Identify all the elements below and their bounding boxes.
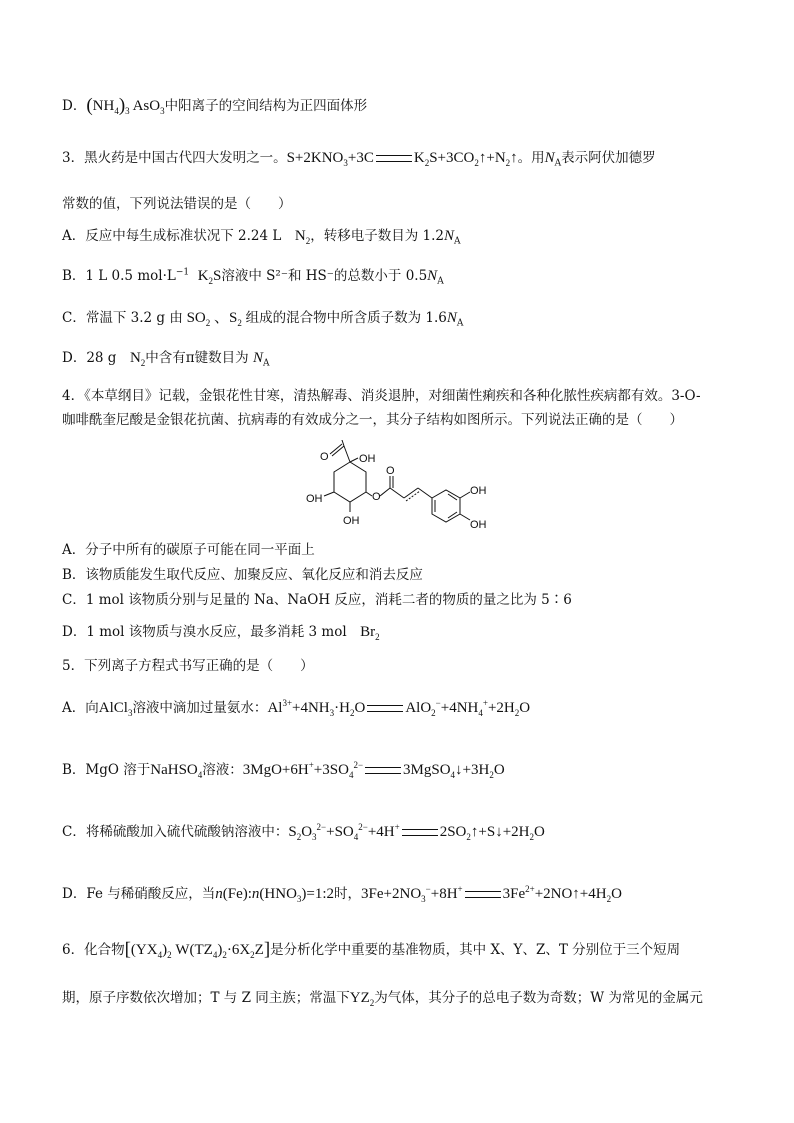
molecule-structure-diagram <box>300 440 500 540</box>
q2-optD-label: D． <box>62 98 87 114</box>
q5-stem: 5．下列离子方程式书写正确的是（ ） <box>62 658 314 674</box>
q5-optB-pre: B．MgO 溶于 <box>62 762 151 778</box>
label-ester-carbonyl-o: O <box>386 465 395 477</box>
q5-optC-pre: C．将稀硫酸加入硫代硫酸钠溶液中： <box>62 824 289 840</box>
q3-reaction-equation: $S+2KNO_3+3C$ $K_2S+3CO_2↑+N_2↑$ <box>286 150 518 168</box>
label-oh-2: OH <box>306 493 323 505</box>
q6-stem-line1: 6．化合物[$(YX_4)_2$ $W(TZ_4)_2\cdot 6X_2Z$]是分析化学中重要的基准物质，其中 X、Y、Z、T 分别位于三个短周 <box>62 939 681 960</box>
q3-stem-a: 黑火药是中国古代四大发明之一。 <box>84 150 287 166</box>
q6-number: 6．化合物 <box>62 942 125 958</box>
q3-stem-b: 。用 <box>517 150 545 166</box>
q3-optA-pre: A．反应中每生成标准状况下 2.24 L <box>62 228 295 244</box>
q3-optC-mid: 组成的混合物中所含质子数为 1.6 <box>245 310 447 326</box>
q3-option-d: D．28 g $N_2$中含有π键数目为 $N_A$ <box>62 350 270 369</box>
q5-optB-mid: 溶液： <box>202 762 243 778</box>
q3-stem-line1: 3．黑火药是中国古代四大发明之一。$S+2KNO_3+3C$ $K_2S+3CO_2↑+N_2↑$。用$N_A$表示阿伏加德罗 <box>62 150 656 169</box>
q5-optD-mid: 时， <box>334 886 362 902</box>
label-oh-5: OH <box>470 519 487 531</box>
q4-option-d: D．1 mol 该物质与溴水反应，最多消耗 3 mol $Br_2$ <box>62 624 380 642</box>
q5-optD-pre: D．Fe 与稀硝酸反应，当 <box>62 886 216 902</box>
q4-option-c: C．1 mol 该物质分别与足量的 Na、NaOH 反应，消耗二者的物质的量之比为 5∶6 <box>62 592 572 608</box>
label-ester-o: O <box>372 491 381 503</box>
q3-optB-pre: B．1 L 0.5 mol·L <box>62 268 176 284</box>
q3-optA-post: ，转移电子数目为 1.2 <box>310 228 444 244</box>
q3-stem-line2: 常数的值，下列说法错误的是（ ） <box>62 196 292 212</box>
q5-optA-mid: 溶液中滴加过量氨水： <box>132 700 268 716</box>
q3-optD-pre: D．28 g <box>62 350 130 366</box>
q5-optA-pre: A．向 <box>62 700 99 716</box>
q5-option-d: D．Fe 与稀硝酸反应，当$n(Fe):n(HNO_3)=1:2$时，$3Fe+2NO_3^-+8H^+$ $3Fe^{2+}+2NO↑+4H_2O$ <box>62 884 622 904</box>
q4-option-a: A．分子中所有的碳原子可能在同一平面上 <box>62 542 315 558</box>
q5-option-b: B．MgO 溶于NaHSO$_4$溶液：$3MgO+6H^++3SO_4^{2-}$ $3MgSO_4↓+3H_2O$ <box>62 760 505 780</box>
q3-option-c: C．常温下 3.2 g 由 $SO_2$ 、$S_2$ 组成的混合物中所含质子数为 $1.6N_A$ <box>62 310 464 329</box>
q4-stem-line1: 4．《本草纲目》记载，金银花性甘寒，清热解毒、消炎退肿，对细菌性痢疾和各种化脓性疾病都有效。3-O- <box>62 388 701 404</box>
q3-optB-mid: 溶液中 S²⁻和 HS⁻的总数小于 0.5 <box>221 268 428 284</box>
q4-option-b: B．该物质能发生取代反应、加聚反应、氧化反应和消去反应 <box>62 567 423 583</box>
q2-option-d <box>62 96 367 116</box>
q3-optC-pre: C．常温下 3.2 g 由 <box>62 310 183 326</box>
q4-stem-line2: 咖啡酰奎尼酸是金银花抗菌、抗病毒的有效成分之一，其分子结构如图所示。下列说法正确的是（ ） <box>62 412 683 428</box>
q6-line2-post: 为气体，其分子的总电子数为奇数；W 为常见的金属元 <box>374 990 703 1006</box>
q3-option-a: A．反应中每生成标准状况下 2.24 L $N_2$，转移电子数目为 $1.2N_A$ <box>62 228 461 247</box>
q2-optD-text: 中阳离子的空间结构为正四面体形 <box>164 98 368 114</box>
q3-option-b: B．1 L 0.5 $mol\cdot L^{-1}$ $K_2S$溶液中 S²⁻和 HS⁻的总数小于 $0.5N_A$ <box>62 267 444 287</box>
q6-stem-line2: 期，原子序数依次增加；T 与 Z 同主族；常温下$YZ_2$为气体，其分子的总电子数为奇数；W 为常见的金属元 <box>62 990 703 1008</box>
q3-optD-mid: 中含有π键数目为 <box>145 350 249 366</box>
q6-line2-pre: 期，原子序数依次增加；T 与 Z 同主族；常温下 <box>62 990 350 1006</box>
q4-optD-pre: D．1 mol 该物质与溴水反应，最多消耗 3 mol <box>62 624 361 640</box>
formula-nh4-3-aso3: $(NH_4)_3$ AsO$_3$ <box>86 95 165 116</box>
label-oh-3: OH <box>343 515 360 527</box>
q5-option-c: C．将稀硫酸加入硫代硫酸钠溶液中：$S_2O_3^{2-}+SO_4^{2-}+4H^+$ $2SO_2↑+S↓+2H_2O$ <box>62 822 545 842</box>
q5-option-a: A．向AlCl$_3$溶液中滴加过量氨水：$Al^{3+}+4NH_3\cdot H_2O$ $AlO_2^-+4NH_4^++2H_2O$ <box>62 698 531 718</box>
q3-number: 3． <box>62 150 85 166</box>
label-oh-4: OH <box>470 485 487 497</box>
q6-line1-post: 是分析化学中重要的基准物质，其中 X、Y、Z、T 分别位于三个短周 <box>270 942 681 958</box>
q3-stem-c: 表示阿伏加德罗 <box>561 150 656 166</box>
label-oh-1: OH <box>359 453 376 465</box>
label-carbonyl-o: O <box>320 451 329 463</box>
